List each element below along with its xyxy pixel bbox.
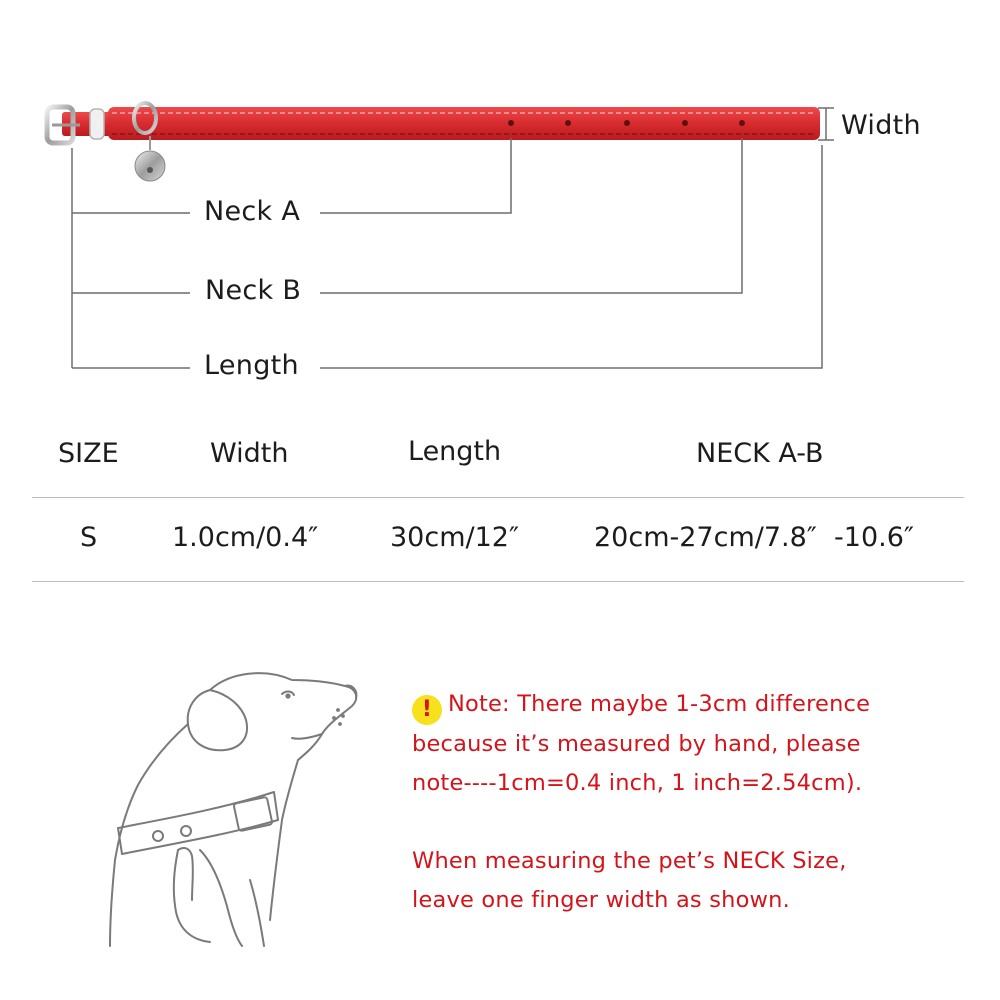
- neck-a-label: Neck A: [204, 196, 301, 227]
- note-line-3: note----1cm=0.4 inch, 1 inch=2.54cm).: [412, 770, 863, 796]
- measure-note: [412, 842, 972, 920]
- measure-line-1: When measuring the pet’s NECK Size,: [412, 848, 847, 874]
- table-divider-bottom: [32, 581, 964, 582]
- note-block: [412, 685, 972, 803]
- dimension-lines: [72, 108, 834, 368]
- header-size: SIZE: [58, 438, 119, 469]
- header-neck: NECK A-B: [696, 438, 824, 469]
- measure-line-2: leave one finger width as shown.: [412, 887, 790, 913]
- cell-neck: 20cm-27cm/7.8″ -10.6″: [594, 522, 914, 553]
- note-line-1: [412, 685, 972, 725]
- note-line-2: because it’s measured by hand, please: [412, 731, 861, 757]
- cell-width: 1.0cm/0.4″: [172, 522, 319, 553]
- cell-length: 30cm/12″: [390, 522, 520, 553]
- header-width: Width: [210, 438, 289, 469]
- cell-size: S: [80, 522, 98, 553]
- note-text-1: Note: There maybe 1-3cm difference: [448, 691, 871, 717]
- width-label: Width: [841, 110, 921, 141]
- table-divider-top: [32, 497, 964, 498]
- neck-b-label: Neck B: [205, 275, 302, 306]
- exclamation-icon: !: [412, 695, 442, 725]
- length-label: Length: [204, 350, 299, 381]
- collar-strap: [108, 107, 820, 140]
- dog-illustration: [60, 650, 380, 950]
- header-length: Length: [408, 436, 502, 467]
- collar-diagram: [0, 0, 1000, 400]
